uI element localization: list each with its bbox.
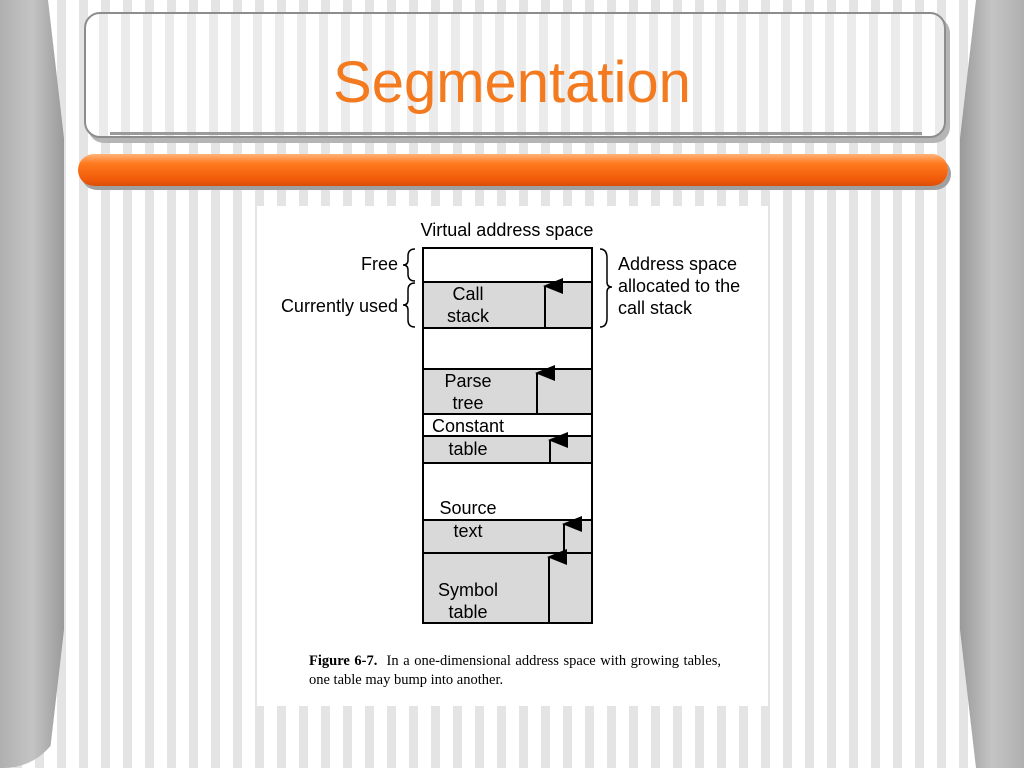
figure-caption (309, 652, 721, 690)
source-text-label-line2: text (453, 521, 483, 541)
free-brace (403, 249, 415, 281)
call-stack-label-line1: Call (452, 284, 484, 304)
caption-text: In a one-dimensional address space with growing tables, one table may bump into another. (309, 653, 722, 688)
free-region-call-parse (423, 328, 592, 369)
accent-bar (78, 154, 948, 186)
symbol-table-label-line1: Symbol (437, 580, 499, 600)
segment-source-text (423, 520, 592, 553)
parse-tree-label-line1: Parse (444, 371, 492, 391)
allocation-note-line2: allocated to the (618, 276, 741, 296)
free-label: Free (360, 254, 398, 274)
source-text-label-line1: Source (439, 498, 497, 518)
diagram-header: Virtual address space (420, 220, 594, 240)
allocation-note-line3: call stack (618, 298, 693, 318)
symbol-table-label-line2: table (448, 602, 488, 622)
address-space-diagram (257, 206, 768, 706)
free-region-top (423, 248, 592, 282)
allocation-note-line1: Address space (618, 254, 738, 274)
call-stack-allocation-brace (600, 249, 612, 327)
call-stack-label-line2: stack (446, 306, 490, 326)
parse-tree-label-line2: tree (452, 393, 484, 413)
currently-used-brace (403, 283, 415, 327)
caption-figure-label: Figure 6-7. (309, 653, 378, 669)
currently-used-label: Currently used (280, 296, 398, 316)
title-underline (110, 132, 922, 135)
constant-table-label-line2: table (448, 439, 488, 459)
figure-panel (257, 206, 768, 706)
constant-table-label-line1: Constant (431, 416, 505, 436)
slide-title: Segmentation (333, 50, 691, 115)
